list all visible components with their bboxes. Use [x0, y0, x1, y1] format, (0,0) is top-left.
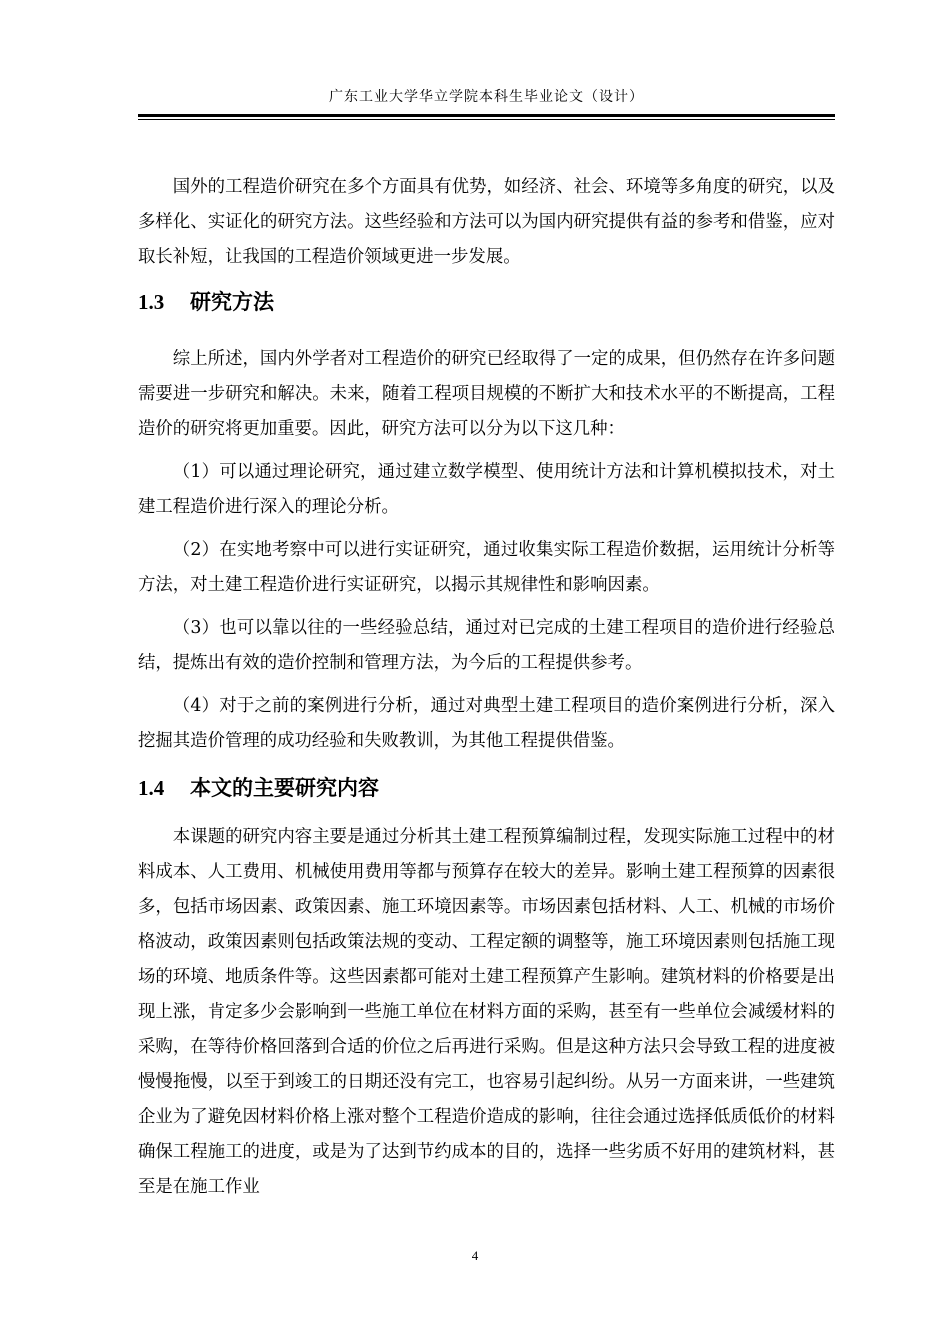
section-title: 本文的主要研究内容: [190, 776, 379, 800]
method-item-1: （1）可以通过理论研究，通过建立数学模型、使用统计方法和计算机模拟技术，对土建工程造价进行深入的理论分析。: [138, 462, 835, 517]
header-rule-thick: [138, 114, 835, 117]
section-number: 1.3: [138, 290, 165, 314]
section-heading-1-3: [138, 288, 835, 316]
method-item-2: （2）在实地考察中可以进行实证研究，通过收集实际工程造价数据，运用统计分析等方法，对土建工程造价进行实证研究，以揭示其规律性和影响因素。: [138, 540, 835, 595]
section-heading-1-4: [138, 774, 835, 802]
methods-paragraph: 综上所述，国内外学者对工程造价的研究已经取得了一定的成果，但仍然存在许多问题需要进一步研究和解决。未来，随着工程项目规模的不断扩大和技术水平的不断提高，工程造价的研究将更加重要。因此，研究方法可以分为以下这几种：: [138, 349, 835, 439]
page-number: 4: [471, 1248, 479, 1263]
content-paragraph: 本课题的研究内容主要是通过分析其土建工程预算编制过程，发现实际施工过程中的材料成本、人工费用、机械使用费用等都与预算存在较大的差异。影响土建工程预算的因素很多，包括市场因素、政策因素、施工环境因素等。市场因素包括材料、人工、机械的市场价格波动，政策因素则包括政策法规的变动、工程定额的调整等，施工环境因素则包括施工现场的环境、地质条件等。这些因素都可能对土建工程预算产生影响。建筑材料的价格要是出现上涨，肯定多少会影响到一些施工单位在材料方面的采购，甚至有一些单位会减缓材料的采购，在等待价格回落到合适的价位之后再进行采购。但是这种方法只会导致工程的进度被慢慢拖慢，以至于到竣工的日期还没有完工，也容易引起纠纷。从另一方面来讲，一些建筑企业为了避免因材料价格上涨对整个工程造价造成的影响，往往会通过选择低质低价的材料确保工程施工的进度，或是为了达到节约成本的目的，选择一些劣质不好用的建筑材料，甚至是在施工作业: [138, 827, 835, 1197]
method-item-4: （4）对于之前的案例进行分析，通过对典型土建工程项目的造价案例进行分析，深入挖掘其造价管理的成功经验和失败教训，为其他工程提供借鉴。: [138, 696, 835, 751]
section-number: 1.4: [138, 776, 165, 800]
intro-paragraph: 国外的工程造价研究在多个方面具有优势，如经济、社会、环境等多角度的研究，以及多样化、实证化的研究方法。这些经验和方法可以为国内研究提供有益的参考和借鉴，应对取长补短，让我国的工程造价领域更进一步发展。: [138, 177, 835, 267]
page-body: [138, 170, 835, 1205]
header-rule-thin: [138, 119, 835, 120]
section-title: 研究方法: [190, 290, 274, 314]
method-item-3: （3）也可以靠以往的一些经验总结，通过对已完成的土建工程项目的造价进行经验总结，提炼出有效的造价控制和管理方法，为今后的工程提供参考。: [138, 618, 835, 673]
running-header: 广东工业大学华立学院本科生毕业论文（设计）: [329, 89, 644, 105]
